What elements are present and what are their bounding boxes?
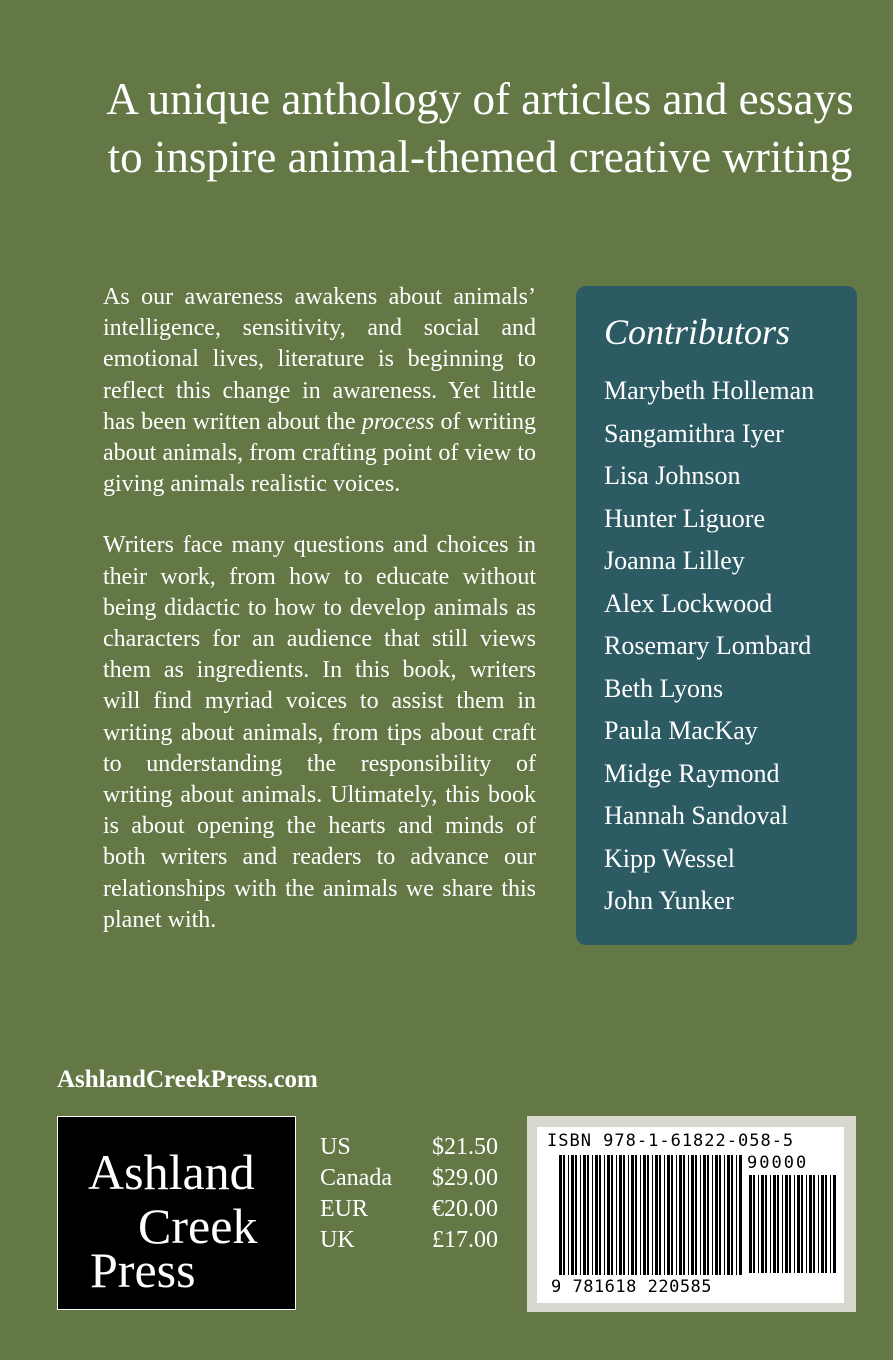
price-country: UK — [320, 1227, 355, 1253]
contributors-box — [576, 286, 857, 945]
headline: A unique anthology of articles and essays to inspire animal-themed creative writing — [106, 74, 854, 182]
barcode — [537, 1127, 844, 1303]
contributors-list — [604, 370, 857, 923]
price-amount: £17.00 — [432, 1227, 498, 1253]
barcode-bars — [559, 1155, 743, 1275]
logo-line-1: Ashland — [88, 1144, 255, 1200]
contributor-name: Marybeth Holleman — [604, 376, 815, 405]
contributor-name: Hunter Liguore — [604, 503, 766, 533]
logo-line-3: Press — [90, 1242, 196, 1298]
contributor-name: Hannah Sandoval — [604, 801, 789, 830]
contributor-name: Kipp Wessel — [604, 843, 736, 873]
publisher-website: AshlandCreekPress.com — [57, 1066, 318, 1093]
contributor-name: Joanna Lilley — [604, 546, 745, 575]
barcode-panel — [527, 1116, 856, 1312]
contributor-name: Paula MacKay — [604, 716, 758, 745]
contributor-name: Sangamithra Iyer — [604, 418, 784, 448]
contributor-name: Alex Lockwood — [604, 588, 773, 618]
barcode-digits: 9 781618 220585 — [551, 1277, 713, 1297]
contributors-title: Contributors — [604, 312, 791, 352]
price-row — [320, 1163, 498, 1194]
price-amount: €20.00 — [432, 1196, 498, 1222]
contributor-name: Lisa Johnson — [604, 461, 741, 490]
price-row — [320, 1225, 498, 1256]
barcode-addon-bars — [749, 1175, 837, 1273]
contributor-name: John Yunker — [604, 886, 734, 915]
description-paragraph-1: As our awareness awakens about animals’ intelligence, sensitivity, and social and emotional lives, literature is beginning to reflect this change in awareness. Yet little has been written about the process of writing about animals, from crafting point of view to giving animals realistic voices. — [103, 284, 536, 498]
contributor-name: Beth Lyons — [604, 673, 724, 703]
emphasis-process: process — [361, 408, 435, 435]
contributor-name: Rosemary Lombard — [604, 631, 812, 660]
price-list — [320, 1132, 498, 1256]
price-amount: $21.50 — [432, 1134, 498, 1160]
isbn-label: ISBN 978-1-61822-058-5 — [547, 1131, 795, 1151]
price-row — [320, 1132, 498, 1163]
price-row — [320, 1194, 498, 1225]
price-country: US — [320, 1134, 351, 1160]
barcode-addon-code: 90000 — [747, 1153, 809, 1173]
description-paragraph-2: Writers face many questions and choices in their work, from how to educate without being didactic to how to develop animals as characters for an audience that still views them as ingredients. In this book, writers will find myriad voices to assist them in writing about animals, from tips about craft to understanding the responsibility of writing about animals. Ultimately, this book is about opening the hearts and minds of both writers and readers to advance our relationships with the animals we share this planet with. — [103, 532, 536, 933]
publisher-logo — [57, 1116, 296, 1310]
price-country: Canada — [320, 1165, 392, 1191]
price-country: EUR — [320, 1196, 368, 1222]
logo-line-2: Creek — [138, 1198, 258, 1254]
contributor-name: Midge Raymond — [604, 758, 780, 788]
price-amount: $29.00 — [432, 1165, 498, 1191]
book-description — [103, 282, 536, 966]
